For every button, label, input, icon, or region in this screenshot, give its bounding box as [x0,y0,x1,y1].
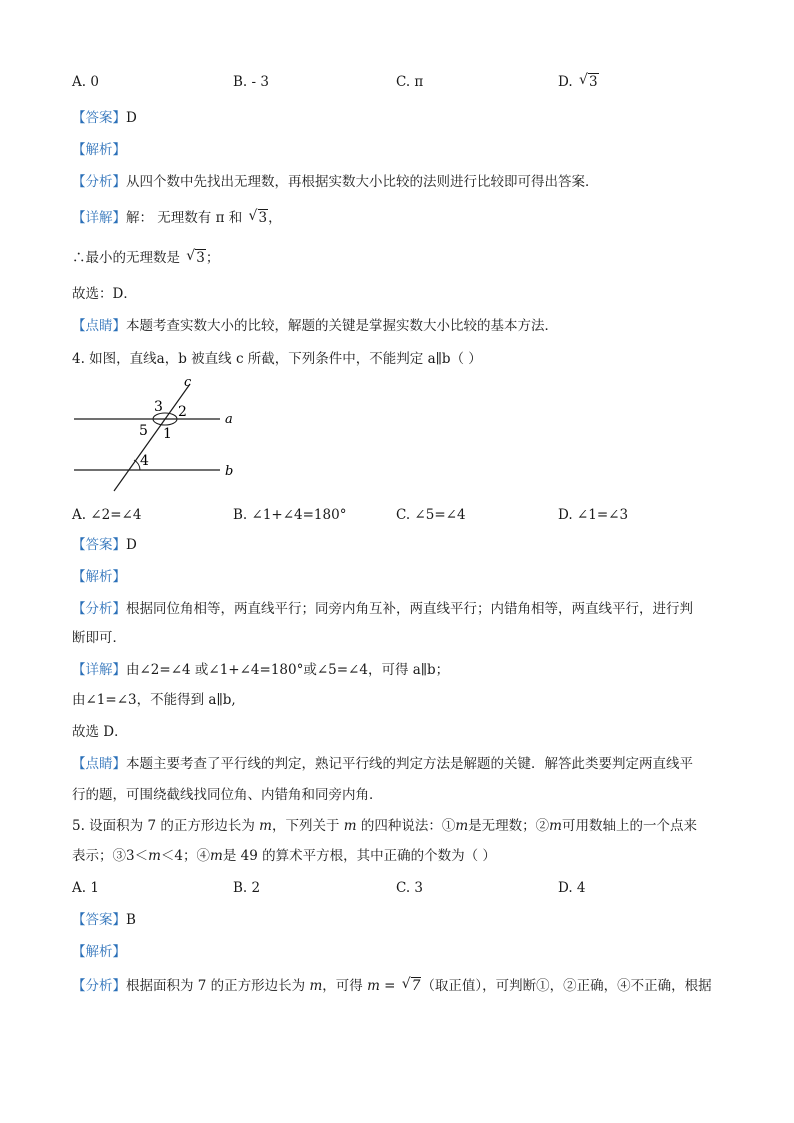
q3-option-b: B. - 3 [233,74,269,90]
q3-detail-line-3: 故选：D． [72,286,137,302]
answer-tag: 【答案】 [72,110,126,126]
q4-detail-line-1 [72,660,449,680]
q4-option-c: C. ∠5=∠4 [396,507,466,523]
answer-tag: 【答案】 [72,537,126,553]
analysis-tag: 【解析】 [72,142,126,158]
var-m: m [259,818,272,834]
stem-text: 的四种说法：① [356,818,456,834]
q5-option-a: A. 1 [72,880,99,896]
line-c [114,384,190,491]
q4-option-b: B. ∠1+∠4=180° [233,507,347,523]
fenxi-tag: 【分析】 [72,978,126,994]
q5-option-c: C. 3 [396,880,424,896]
var-m: m [549,818,562,834]
q5-option-d: D. 4 [558,880,586,896]
q3-analysis-heading [72,140,126,160]
var-m: m [210,848,223,864]
q4-answer [72,535,137,555]
q5-stem-line-2 [72,846,496,866]
detail-tag: 【详解】 [72,210,126,226]
detail-text: ∴最小的无理数是 [72,250,185,266]
stem-text: 可用数轴上的一个点来 [561,818,697,834]
label-3: 3 [154,399,163,415]
q3-comment [72,316,558,336]
var-m: m [343,818,357,834]
analysis-tag: 【解析】 [72,569,126,585]
comment-text: 本题主要考查了平行线的判定，熟记平行线的判定方法是解题的关键．解答此类要判定两直线平 [126,756,693,772]
sqrt-sign: √ 3 [186,248,205,266]
analysis-tag: 【解析】 [72,944,126,960]
q5-fenxi-line-1 [72,976,712,996]
comment-tag: 【点睛】 [72,318,126,334]
var-m: m [148,848,161,864]
detail-text: ， [268,210,282,226]
fenxi-text: ，可得 [322,978,368,994]
label-4: 4 [140,453,149,469]
q4-stem: 4. 如图，直线a，b 被直线 c 所截，下列条件中，不能判定 a∥b（ ） [72,351,482,367]
var-m: m [367,978,380,994]
answer-tag: 【答案】 [72,912,126,928]
answer-value: D [126,110,137,126]
q4-comment-line-2: 行的题，可围绕截线找同位角、内错角和同旁内角． [72,787,383,803]
detail-text: 由∠2=∠4 或∠1+∠4=180°或∠5=∠4，可得 a∥b； [126,662,450,678]
fenxi-text: 根据同位角相等，两直线平行；同旁内角互补，两直线平行；内错角相等，两直线平行，进行判 [126,601,693,617]
q3-option-a: A. 0 [72,74,99,90]
q3-answer [72,108,137,128]
stem-text: 5. 设面积为 7 的正方形边长为 [72,818,260,834]
q3-option-c: C. π [396,74,424,90]
label-b: b [225,464,234,479]
q4-option-a: A. ∠2=∠4 [72,507,142,523]
label-2: 2 [178,404,187,420]
stem-text: 是 49 的算术平方根，其中正确的个数为（ ） [222,848,496,864]
q5-option-b: B. 2 [233,880,261,896]
label-5: 5 [139,423,148,439]
q4-fenxi-line-2: 断即可． [72,630,126,646]
q4-option-d: D. ∠1=∠3 [558,507,629,523]
q4-comment-line-1 [72,754,693,774]
q4-figure [70,372,250,497]
q3-option-d [558,72,599,92]
stem-text: 表示；③3＜ [72,848,149,864]
q4-fenxi-line-1 [72,599,693,619]
stem-text: ＜4；④ [160,848,210,864]
fenxi-text: （取正值），可判断①，②正确，④不正确，根据 [421,978,712,994]
q5-analysis-heading [72,942,126,962]
answer-value: B [126,912,136,928]
fenxi-tag: 【分析】 [72,174,126,190]
detail-text: 解： 无理数有 π 和 [126,210,247,226]
q3-fenxi [72,172,599,192]
q3-detail-line-1 [72,208,282,228]
q5-stem-line-1 [72,816,697,836]
comment-text: 本题考查实数大小的比较，解题的关键是掌握实数大小比较的基本方法． [126,318,558,334]
sqrt-sign: √ 3 [578,72,598,90]
detail-tag: 【详解】 [72,662,126,678]
var-m: m [309,978,323,994]
q5-answer [72,910,136,930]
stem-text: 是无理数；② [468,818,550,834]
label-a: a [225,412,233,427]
comment-tag: 【点睛】 [72,756,126,772]
q3-option-d-label: D. [558,74,577,90]
q3-detail-line-2 [72,248,219,268]
q4-analysis-heading [72,567,126,587]
fenxi-text: 根据面积为 7 的正方形边长为 [126,978,310,994]
stem-text: ，下列关于 [271,818,344,834]
fenxi-text: 从四个数中先找出无理数，再根据实数大小比较的法则进行比较即可得出答案． [126,174,599,190]
fenxi-tag: 【分析】 [72,601,126,617]
detail-text: ； [205,250,220,266]
q4-detail-line-2: 由∠1=∠3，不能得到 a∥b, [72,692,236,708]
answer-value: D [126,537,137,553]
label-1: 1 [163,426,172,442]
q4-detail-line-3: 故选 D． [72,724,128,740]
sqrt-sign: √ 7 [401,976,421,994]
equals-sign: = [379,978,400,994]
label-c: c [184,375,192,390]
sqrt-sign: √ 3 [248,208,268,226]
var-m: m [455,818,469,834]
